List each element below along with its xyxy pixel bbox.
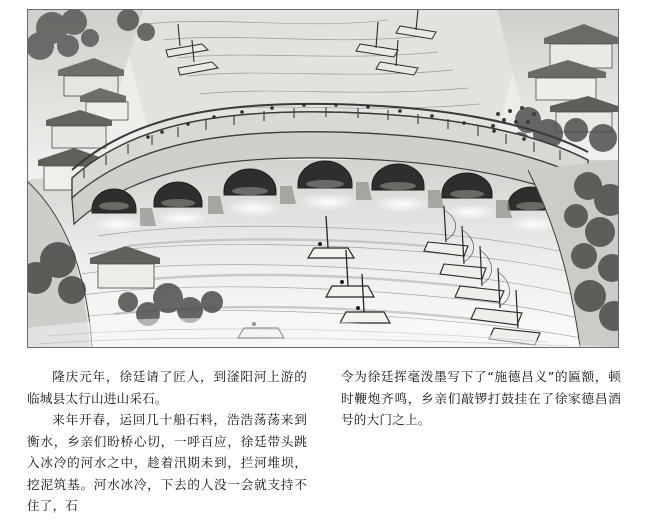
- right-column: [341, 366, 621, 516]
- paragraph: 隆庆元年，徐廷请了匠人，到滏阳河上游的临城县太行山进山采石。: [27, 369, 307, 406]
- paragraph: 来年开春，运回几十船石料，浩浩荡荡来到衡水，乡亲们盼桥心切，一呼百应，徐廷带头跳入冰冷的河水之中，趁着汛期未到，拦河堆坝，挖泥筑基。河水冰冷，下去的人没一会就支持不住了，石: [27, 412, 307, 513]
- illustration-figure: [27, 9, 619, 348]
- stone-arch-bridge-ink-painting: [28, 10, 618, 347]
- body-text: [27, 366, 621, 516]
- paragraph: 令为徐廷挥毫泼墨写下了“施德昌义”的匾额，顿时鞭炮齐鸣，乡亲们敲锣打鼓挂在了徐家德昌酒号的大门之上。: [341, 369, 621, 427]
- left-column: [27, 366, 307, 516]
